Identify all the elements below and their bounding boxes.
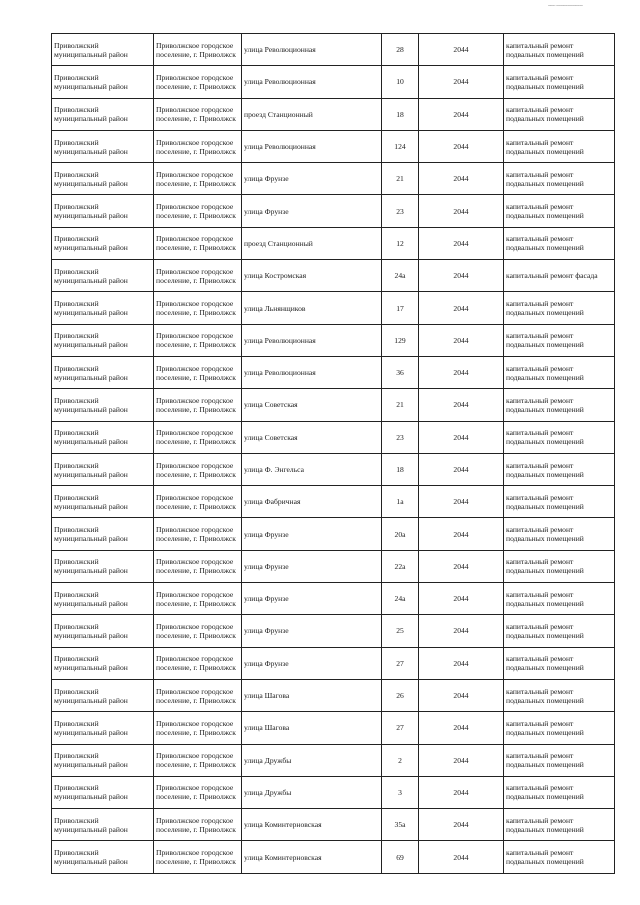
settlement-cell: Приволжское городское поселение, г. Приволжск (154, 647, 242, 679)
year-cell: 2044 (419, 453, 504, 485)
year-cell: 2044 (419, 809, 504, 841)
table-row (52, 550, 615, 582)
district-cell: Приволжский муниципальный район (52, 356, 154, 388)
house-number-cell: 20а (382, 518, 419, 550)
street-cell: улица Фрунзе (242, 647, 382, 679)
table-row (52, 421, 615, 453)
street-cell: улица Фрунзе (242, 550, 382, 582)
house-number-cell: 10 (382, 66, 419, 98)
district-cell: Приволжский муниципальный район (52, 324, 154, 356)
work-type-cell: капитальный ремонт подвальных помещений (504, 776, 615, 808)
house-number-cell: 35а (382, 809, 419, 841)
year-cell: 2044 (419, 260, 504, 292)
district-cell: Приволжский муниципальный район (52, 776, 154, 808)
work-type-cell: капитальный ремонт подвальных помещений (504, 98, 615, 130)
street-cell: улица Фабричная (242, 486, 382, 518)
street-cell: проезд Станционный (242, 227, 382, 259)
street-cell: улица Советская (242, 389, 382, 421)
street-cell: улица Революционная (242, 324, 382, 356)
year-cell: 2044 (419, 712, 504, 744)
district-cell: Приволжский муниципальный район (52, 163, 154, 195)
settlement-cell: Приволжское городское поселение, г. Приволжск (154, 66, 242, 98)
year-cell: 2044 (419, 163, 504, 195)
house-number-cell: 27 (382, 647, 419, 679)
settlement-cell: Приволжское городское поселение, г. Приволжск (154, 453, 242, 485)
street-cell: улица Коминтерновская (242, 841, 382, 873)
table-row (52, 195, 615, 227)
work-type-cell: капитальный ремонт подвальных помещений (504, 647, 615, 679)
house-number-cell: 24а (382, 583, 419, 615)
district-cell: Приволжский муниципальный район (52, 486, 154, 518)
work-type-cell: капитальный ремонт подвальных помещений (504, 486, 615, 518)
street-cell: улица Фрунзе (242, 615, 382, 647)
table-row (52, 453, 615, 485)
settlement-cell: Приволжское городское поселение, г. Приволжск (154, 712, 242, 744)
work-type-cell: капитальный ремонт фасада (504, 260, 615, 292)
street-cell: улица Революционная (242, 66, 382, 98)
work-type-cell: капитальный ремонт подвальных помещений (504, 163, 615, 195)
district-cell: Приволжский муниципальный район (52, 550, 154, 582)
work-type-cell: капитальный ремонт подвальных помещений (504, 421, 615, 453)
house-number-cell: 22а (382, 550, 419, 582)
table-row (52, 130, 615, 162)
work-type-cell: капитальный ремонт подвальных помещений (504, 679, 615, 711)
district-cell: Приволжский муниципальный район (52, 809, 154, 841)
district-cell: Приволжский муниципальный район (52, 227, 154, 259)
settlement-cell: Приволжское городское поселение, г. Приволжск (154, 550, 242, 582)
work-type-cell: капитальный ремонт подвальных помещений (504, 841, 615, 873)
house-number-cell: 28 (382, 34, 419, 66)
district-cell: Приволжский муниципальный район (52, 98, 154, 130)
year-cell: 2044 (419, 324, 504, 356)
district-cell: Приволжский муниципальный район (52, 518, 154, 550)
district-cell: Приволжский муниципальный район (52, 130, 154, 162)
house-number-cell: 24а (382, 260, 419, 292)
work-type-cell: капитальный ремонт подвальных помещений (504, 583, 615, 615)
street-cell: улица Коминтерновская (242, 809, 382, 841)
page-header-mark: ~~~ ~~~~~~~~~~~ (548, 4, 583, 9)
district-cell: Приволжский муниципальный район (52, 260, 154, 292)
year-cell: 2044 (419, 195, 504, 227)
table-row (52, 583, 615, 615)
work-type-cell: капитальный ремонт подвальных помещений (504, 292, 615, 324)
street-cell: улица Революционная (242, 130, 382, 162)
district-cell: Приволжский муниципальный район (52, 615, 154, 647)
table-row (52, 98, 615, 130)
year-cell: 2044 (419, 130, 504, 162)
settlement-cell: Приволжское городское поселение, г. Приволжск (154, 841, 242, 873)
district-cell: Приволжский муниципальный район (52, 195, 154, 227)
house-number-cell: 23 (382, 421, 419, 453)
year-cell: 2044 (419, 227, 504, 259)
street-cell: улица Революционная (242, 34, 382, 66)
year-cell: 2044 (419, 776, 504, 808)
work-type-cell: капитальный ремонт подвальных помещений (504, 66, 615, 98)
table-row (52, 744, 615, 776)
settlement-cell: Приволжское городское поселение, г. Приволжск (154, 356, 242, 388)
settlement-cell: Приволжское городское поселение, г. Приволжск (154, 518, 242, 550)
street-cell: улица Костромская (242, 260, 382, 292)
table-row (52, 712, 615, 744)
work-type-cell: капитальный ремонт подвальных помещений (504, 324, 615, 356)
settlement-cell: Приволжское городское поселение, г. Приволжск (154, 809, 242, 841)
house-number-cell: 18 (382, 453, 419, 485)
year-cell: 2044 (419, 356, 504, 388)
work-type-cell: капитальный ремонт подвальных помещений (504, 195, 615, 227)
work-type-cell: капитальный ремонт подвальных помещений (504, 809, 615, 841)
year-cell: 2044 (419, 647, 504, 679)
district-cell: Приволжский муниципальный район (52, 744, 154, 776)
year-cell: 2044 (419, 389, 504, 421)
table-row (52, 292, 615, 324)
settlement-cell: Приволжское городское поселение, г. Приволжск (154, 260, 242, 292)
street-cell: улица Фрунзе (242, 518, 382, 550)
street-cell: улица Шагова (242, 712, 382, 744)
table-row (52, 66, 615, 98)
street-cell: улица Дружбы (242, 776, 382, 808)
table-row (52, 227, 615, 259)
year-cell: 2044 (419, 292, 504, 324)
district-cell: Приволжский муниципальный район (52, 712, 154, 744)
work-type-cell: капитальный ремонт подвальных помещений (504, 389, 615, 421)
house-number-cell: 26 (382, 679, 419, 711)
work-type-cell: капитальный ремонт подвальных помещений (504, 130, 615, 162)
house-number-cell: 12 (382, 227, 419, 259)
district-cell: Приволжский муниципальный район (52, 841, 154, 873)
table-row (52, 324, 615, 356)
table-body (52, 34, 615, 874)
settlement-cell: Приволжское городское поселение, г. Приволжск (154, 130, 242, 162)
house-number-cell: 23 (382, 195, 419, 227)
house-number-cell: 21 (382, 389, 419, 421)
district-cell: Приволжский муниципальный район (52, 647, 154, 679)
year-cell: 2044 (419, 34, 504, 66)
work-type-cell: капитальный ремонт подвальных помещений (504, 712, 615, 744)
year-cell: 2044 (419, 98, 504, 130)
settlement-cell: Приволжское городское поселение, г. Приволжск (154, 744, 242, 776)
work-type-cell: капитальный ремонт подвальных помещений (504, 453, 615, 485)
house-number-cell: 17 (382, 292, 419, 324)
year-cell: 2044 (419, 66, 504, 98)
settlement-cell: Приволжское городское поселение, г. Приволжск (154, 324, 242, 356)
table-row (52, 615, 615, 647)
district-cell: Приволжский муниципальный район (52, 679, 154, 711)
settlement-cell: Приволжское городское поселение, г. Приволжск (154, 34, 242, 66)
year-cell: 2044 (419, 421, 504, 453)
settlement-cell: Приволжское городское поселение, г. Приволжск (154, 421, 242, 453)
year-cell: 2044 (419, 583, 504, 615)
settlement-cell: Приволжское городское поселение, г. Приволжск (154, 163, 242, 195)
year-cell: 2044 (419, 744, 504, 776)
street-cell: проезд Станционный (242, 98, 382, 130)
year-cell: 2044 (419, 615, 504, 647)
street-cell: улица Дружбы (242, 744, 382, 776)
year-cell: 2044 (419, 550, 504, 582)
table-row (52, 356, 615, 388)
table-row (52, 163, 615, 195)
table-row (52, 389, 615, 421)
house-number-cell: 36 (382, 356, 419, 388)
work-type-cell: капитальный ремонт подвальных помещений (504, 518, 615, 550)
house-number-cell: 25 (382, 615, 419, 647)
table-row (52, 518, 615, 550)
work-type-cell: капитальный ремонт подвальных помещений (504, 744, 615, 776)
district-cell: Приволжский муниципальный район (52, 389, 154, 421)
settlement-cell: Приволжское городское поселение, г. Приволжск (154, 615, 242, 647)
settlement-cell: Приволжское городское поселение, г. Приволжск (154, 195, 242, 227)
house-number-cell: 27 (382, 712, 419, 744)
street-cell: улица Ф. Энгельса (242, 453, 382, 485)
settlement-cell: Приволжское городское поселение, г. Приволжск (154, 389, 242, 421)
street-cell: улица Льнянщиков (242, 292, 382, 324)
street-cell: улица Фрунзе (242, 163, 382, 195)
district-cell: Приволжский муниципальный район (52, 34, 154, 66)
settlement-cell: Приволжское городское поселение, г. Приволжск (154, 227, 242, 259)
work-type-cell: капитальный ремонт подвальных помещений (504, 615, 615, 647)
district-cell: Приволжский муниципальный район (52, 583, 154, 615)
table-row (52, 841, 615, 873)
district-cell: Приволжский муниципальный район (52, 421, 154, 453)
house-number-cell: 124 (382, 130, 419, 162)
street-cell: улица Фрунзе (242, 583, 382, 615)
settlement-cell: Приволжское городское поселение, г. Приволжск (154, 98, 242, 130)
table-row (52, 809, 615, 841)
street-cell: улица Советская (242, 421, 382, 453)
year-cell: 2044 (419, 841, 504, 873)
street-cell: улица Шагова (242, 679, 382, 711)
year-cell: 2044 (419, 518, 504, 550)
table-row (52, 260, 615, 292)
year-cell: 2044 (419, 679, 504, 711)
work-type-cell: капитальный ремонт подвальных помещений (504, 227, 615, 259)
work-type-cell: капитальный ремонт подвальных помещений (504, 356, 615, 388)
work-type-cell: капитальный ремонт подвальных помещений (504, 550, 615, 582)
table-row (52, 776, 615, 808)
settlement-cell: Приволжское городское поселение, г. Приволжск (154, 679, 242, 711)
house-number-cell: 18 (382, 98, 419, 130)
table-row (52, 647, 615, 679)
settlement-cell: Приволжское городское поселение, г. Приволжск (154, 583, 242, 615)
settlement-cell: Приволжское городское поселение, г. Приволжск (154, 486, 242, 518)
district-cell: Приволжский муниципальный район (52, 453, 154, 485)
table-row (52, 486, 615, 518)
street-cell: улица Революционная (242, 356, 382, 388)
house-number-cell: 2 (382, 744, 419, 776)
table-row (52, 679, 615, 711)
year-cell: 2044 (419, 486, 504, 518)
district-cell: Приволжский муниципальный район (52, 292, 154, 324)
table-row (52, 34, 615, 66)
repair-schedule-table (51, 33, 615, 874)
house-number-cell: 69 (382, 841, 419, 873)
house-number-cell: 129 (382, 324, 419, 356)
district-cell: Приволжский муниципальный район (52, 66, 154, 98)
settlement-cell: Приволжское городское поселение, г. Приволжск (154, 292, 242, 324)
street-cell: улица Фрунзе (242, 195, 382, 227)
work-type-cell: капитальный ремонт подвальных помещений (504, 34, 615, 66)
house-number-cell: 3 (382, 776, 419, 808)
house-number-cell: 21 (382, 163, 419, 195)
settlement-cell: Приволжское городское поселение, г. Приволжск (154, 776, 242, 808)
house-number-cell: 1а (382, 486, 419, 518)
